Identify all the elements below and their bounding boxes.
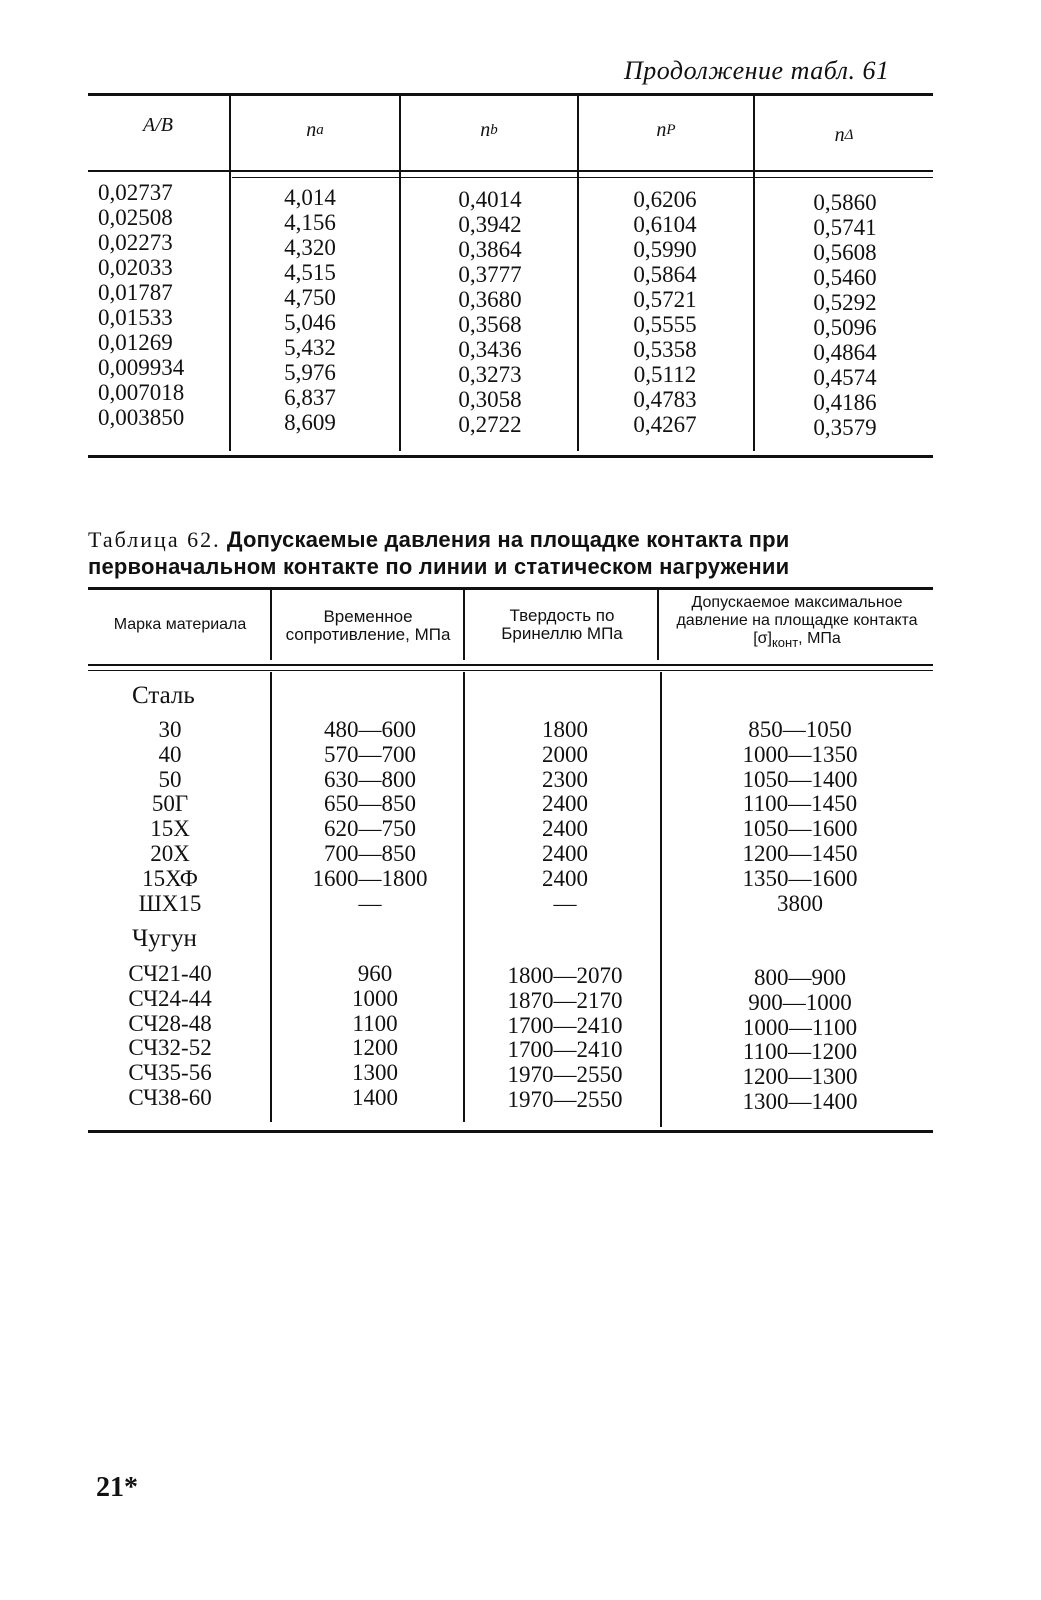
- table-cell: 0,01269: [98, 330, 173, 355]
- table-cell: 0,4864: [813, 340, 877, 365]
- table-cell: 480—600: [324, 717, 416, 742]
- table-cell: 1300—1400: [742, 1088, 858, 1114]
- cast-iron-pressure-column: [700, 966, 900, 1115]
- table-cell: 2400: [542, 840, 588, 866]
- table-cell: СЧ35-56: [128, 1060, 212, 1086]
- table62-header-material: Марка материала: [113, 616, 247, 633]
- table-cell: 5,432: [284, 335, 336, 360]
- table-cell: 0,4574: [813, 365, 877, 390]
- table-cell: 1970—2550: [507, 1062, 623, 1088]
- table62-header-strength: Временное сопротивление, МПа: [285, 607, 451, 644]
- table-cell: 900—1000: [748, 989, 852, 1015]
- table62-header-rule-2: [88, 670, 933, 671]
- table-cell: 3800: [777, 890, 823, 916]
- table-cell: 1200—1300: [742, 1064, 858, 1090]
- table-cell: 0,3058: [458, 387, 522, 412]
- table61-header-rule-2: [232, 177, 933, 178]
- group-label-cast-iron: Чугун: [132, 925, 197, 952]
- table-cell: СЧ32-52: [128, 1035, 212, 1061]
- cast-iron-material-column: [110, 962, 230, 1111]
- table-cell: 570—700: [324, 741, 416, 767]
- table-cell: 0,02737: [98, 180, 173, 205]
- table-cell: 0,6206: [633, 187, 697, 212]
- table-cell: 0,2722: [458, 412, 522, 437]
- table-cell: 1050—1400: [742, 766, 858, 792]
- table-cell: 0,01787: [98, 280, 173, 305]
- table62-header-hardness: Твердость по Бринеллю МПа: [501, 606, 623, 643]
- table-cell: 1100—1200: [742, 1039, 858, 1065]
- table-cell: 0,02508: [98, 205, 173, 230]
- table-cell: 650—850: [324, 791, 416, 817]
- table-cell: 0,003850: [98, 405, 185, 430]
- table-cell: 4,320: [284, 235, 336, 260]
- table-cell: 2400: [542, 816, 588, 842]
- table-cell: 5,046: [284, 310, 336, 335]
- table-cell: 0,3273: [458, 362, 522, 387]
- table-cell: 40: [158, 741, 182, 767]
- table61-column-np: [600, 187, 730, 437]
- table-cell: 15Х: [150, 816, 190, 842]
- table-cell: 1000—1350: [742, 741, 858, 767]
- table61-column-na: [250, 185, 370, 435]
- table-cell: 0,3436: [458, 337, 522, 362]
- table-cell: СЧ21-40: [128, 961, 212, 986]
- table-cell: 0,5721: [633, 287, 697, 312]
- table-cell: 0,5358: [633, 337, 697, 362]
- table-cell: 1800—2070: [507, 963, 623, 988]
- table-cell: 50Г: [151, 791, 189, 817]
- table-cell: 0,4267: [633, 412, 697, 437]
- table-cell: 0,5460: [813, 265, 877, 290]
- table-cell: 0,5112: [633, 362, 697, 387]
- table-cell: 1600—1800: [312, 865, 428, 891]
- table61-header-ab: A/B: [143, 114, 173, 136]
- table61-header-rule: [88, 170, 933, 172]
- table-cell: 1100: [352, 1010, 398, 1036]
- table-cell: 6,837: [284, 385, 336, 410]
- page-number: 21*: [96, 1472, 138, 1503]
- table-cell: 0,6104: [633, 212, 697, 237]
- table-cell: СЧ28-48: [128, 1010, 212, 1036]
- table-cell: 0,3777: [458, 262, 522, 287]
- table-cell: 1000: [352, 985, 398, 1011]
- table-cell: 4,515: [284, 260, 336, 285]
- table-cell: 1300: [352, 1060, 398, 1086]
- table62-bottom-rule: [88, 1130, 933, 1133]
- steel-hardness-column: [475, 718, 655, 916]
- table-cell: 50: [158, 766, 182, 792]
- table-cell: 4,156: [284, 210, 336, 235]
- table-cell: 30: [158, 717, 182, 742]
- steel-pressure-column: [700, 718, 900, 916]
- table-cell: 1350—1600: [742, 865, 858, 891]
- table62-header-pressure: Допускаемое максимальное давление на площадке контакта $[\sigma]_{конт}$, МПа: [676, 594, 918, 651]
- table-cell: 0,02033: [98, 255, 173, 280]
- table-cell: —: [553, 890, 577, 916]
- table-cell: 800—900: [754, 965, 846, 990]
- table-cell: 0,3942: [458, 212, 522, 237]
- cast-iron-strength-column: [300, 962, 450, 1111]
- table-cell: 850—1050: [748, 717, 852, 742]
- table-cell: —: [358, 890, 382, 916]
- table-cell: 4,014: [284, 185, 336, 210]
- table-cell: 630—800: [324, 766, 416, 792]
- table-cell: 0,5864: [633, 262, 697, 287]
- table-cell: 2400: [542, 791, 588, 817]
- cast-iron-hardness-column: [475, 964, 655, 1113]
- table61-column-nd: [780, 190, 910, 440]
- table-cell: 5,976: [284, 360, 336, 385]
- table-cell: 0,4014: [458, 187, 522, 212]
- table-cell: 0,5860: [813, 190, 877, 215]
- table-cell: 0,5096: [813, 315, 877, 340]
- table62-header-rule: [88, 664, 933, 666]
- table-cell: 2300: [542, 766, 588, 792]
- table-cell: 0,3680: [458, 287, 522, 312]
- group-label-steel: Сталь: [132, 682, 195, 709]
- table-cell: 8,609: [284, 410, 336, 435]
- table61-column-nb: [425, 187, 555, 437]
- table62-col-divider: [463, 672, 465, 1122]
- table-cell: 0,5990: [633, 237, 697, 262]
- table62-caption: [88, 526, 938, 580]
- table-cell: 0,02273: [98, 230, 173, 255]
- table-cell: 0,5292: [813, 290, 877, 315]
- table-cell: 1970—2550: [507, 1086, 623, 1112]
- table-cell: 15ХФ: [142, 865, 198, 891]
- steel-strength-column: [280, 718, 460, 916]
- table-cell: 0,4783: [633, 387, 697, 412]
- table-cell: 1200—1450: [742, 840, 858, 866]
- table-cell: 0,5608: [813, 240, 877, 265]
- table-cell: 0,007018: [98, 380, 185, 405]
- table-cell: ШХ15: [138, 890, 202, 916]
- table-cell: 620—750: [324, 816, 416, 842]
- table-cell: 0,01533: [98, 305, 173, 330]
- table62-col-divider: [463, 590, 465, 660]
- table-cell: 1400: [352, 1084, 398, 1110]
- table-cell: 1700—2410: [507, 1037, 623, 1063]
- table-cell: 20Х: [150, 840, 190, 866]
- table-cell: 2400: [542, 865, 588, 891]
- table-cell: 1870—2170: [507, 987, 623, 1013]
- table-cell: СЧ24-44: [128, 985, 212, 1011]
- table62-col-divider: [270, 672, 272, 1122]
- table62-top-rule: [88, 587, 933, 590]
- table-cell: 1200: [352, 1035, 398, 1061]
- table61-header-nb: n b: [480, 119, 498, 141]
- continuation-title: Продолжение табл. 61: [624, 56, 890, 85]
- table61-column-ab: [98, 180, 218, 430]
- table-cell: 700—850: [324, 840, 416, 866]
- table62-caption-label: Таблица 62.: [88, 527, 221, 552]
- table-cell: 2000: [542, 741, 588, 767]
- table61-header-np: n P: [656, 119, 676, 141]
- table-cell: 0,5555: [633, 312, 697, 337]
- table62-col-divider: [270, 590, 272, 660]
- table-cell: 0,3579: [813, 415, 877, 440]
- table61-bottom-rule: [88, 455, 933, 458]
- table62-caption-text: Допускаемые давления на площадке контакта при первоначальном контакте по линии и статическом нагружении: [88, 527, 790, 579]
- table62-col-divider: [657, 590, 659, 660]
- table-cell: 1050—1600: [742, 816, 858, 842]
- steel-material-column: [110, 718, 230, 916]
- table-cell: 0,4186: [813, 390, 877, 415]
- table-cell: 4,750: [284, 285, 336, 310]
- table-cell: 1800: [542, 717, 588, 742]
- table-cell: СЧ38-60: [128, 1084, 212, 1110]
- table-cell: 1700—2410: [507, 1012, 623, 1038]
- table-cell: 0,3568: [458, 312, 522, 337]
- table-cell: 960: [357, 961, 393, 986]
- table-cell: 0,009934: [98, 355, 185, 380]
- table62-col-divider: [660, 672, 662, 1127]
- table-cell: 1000—1100: [742, 1014, 858, 1040]
- table61-header-na: n a: [306, 119, 324, 141]
- table-cell: 0,3864: [458, 237, 522, 262]
- table-cell: 1100—1450: [742, 791, 858, 817]
- table-cell: 0,5741: [813, 215, 877, 240]
- table61-header-nd: n Δ: [834, 124, 854, 146]
